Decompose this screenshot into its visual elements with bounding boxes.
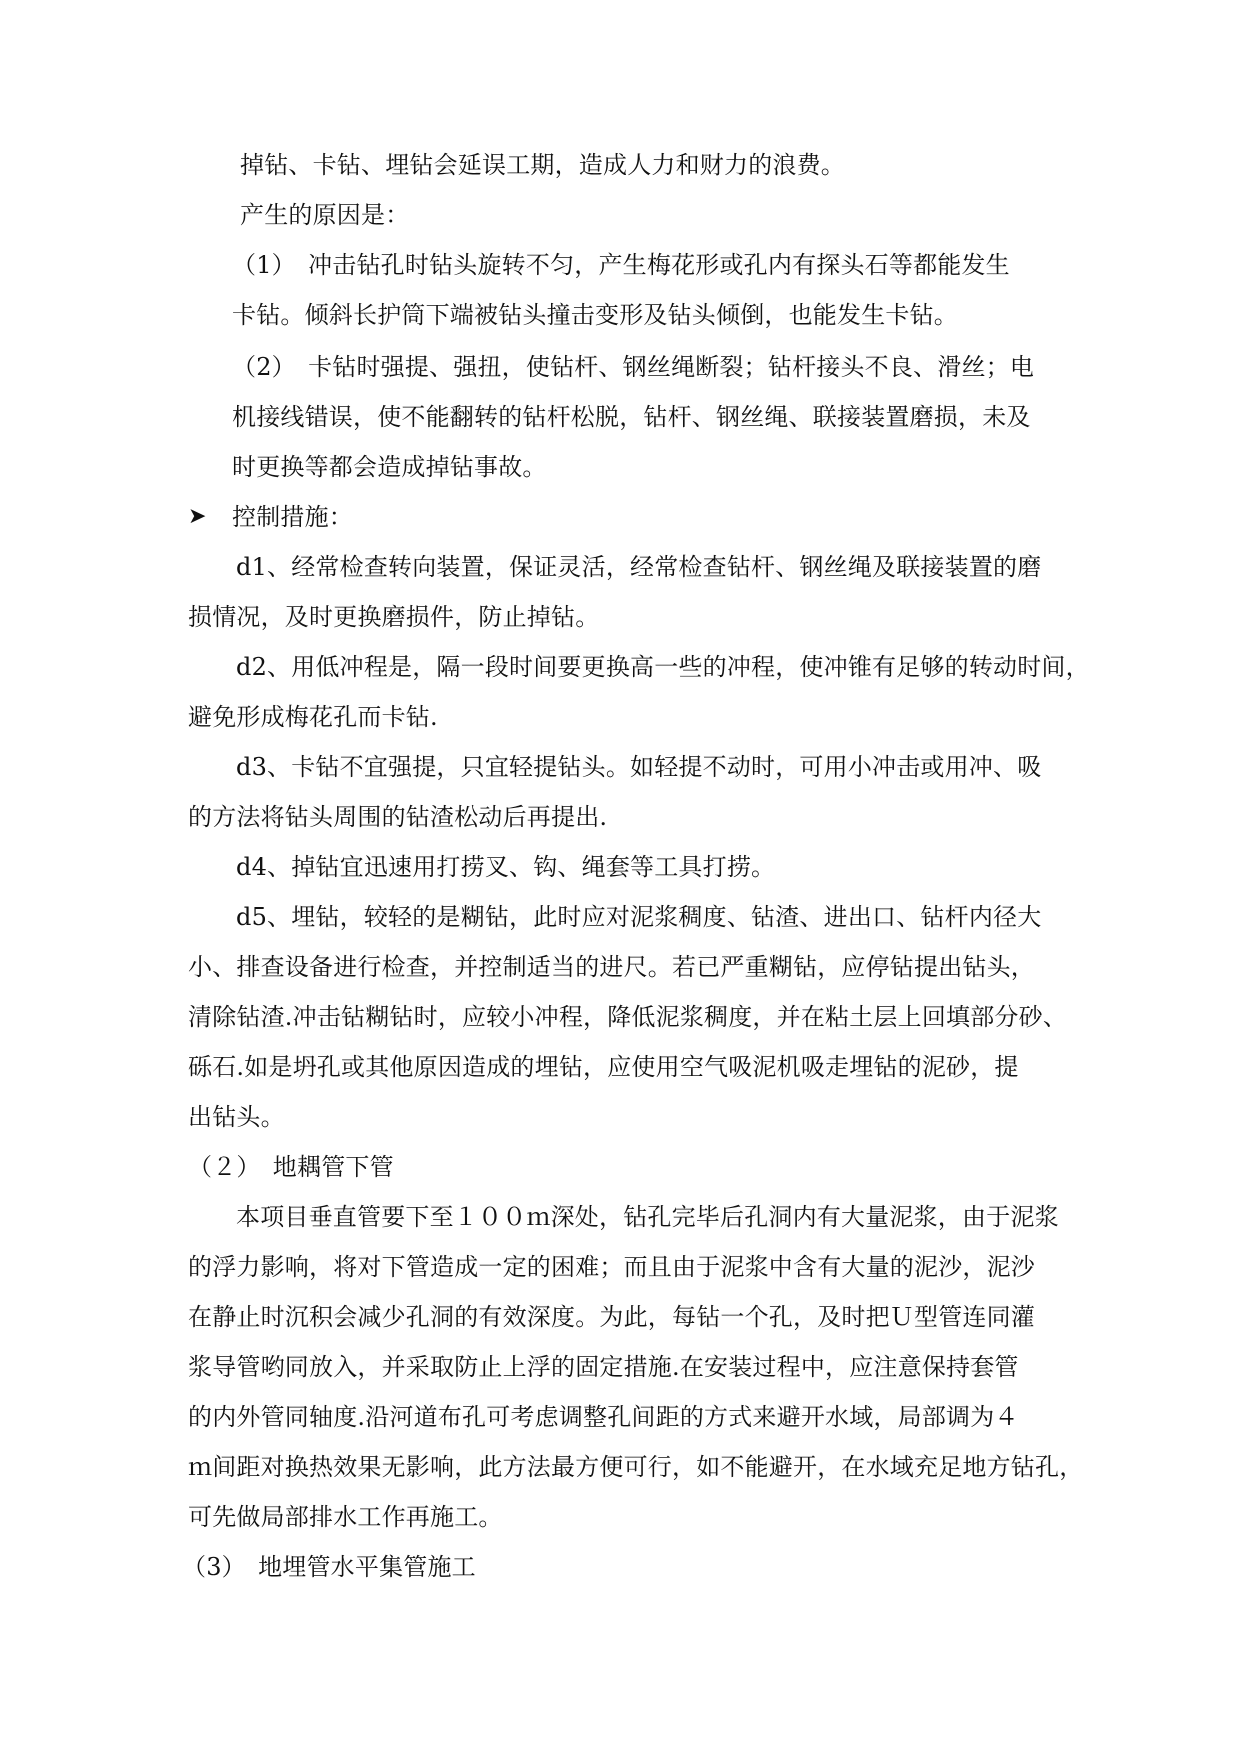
text-line: 时更换等都会造成掉钻事故。 — [232, 453, 547, 481]
text-line: 卡钻。倾斜长护筒下端被钻头撞击变形及钻头倾倒，也能发生卡钻。 — [232, 301, 958, 329]
text-line: 浆导管哟同放入，并采取防止上浮的固定措施.在安装过程中，应注意保持套管 — [188, 1353, 1019, 1381]
text-line: 损情况，及时更换磨损件，防止掉钻。 — [188, 603, 600, 631]
text-line: d5、埋钻，较轻的是糊钻，此时应对泥浆稠度、钻渣、进出口、钻杆内径大 — [236, 903, 1042, 931]
text-line: 的内外管同轴度.沿河道布孔可考虑调整孔间距的方式来避开水域，局部调为４ — [188, 1403, 1019, 1431]
text-line: d1、经常检查转向装置，保证灵活，经常检查钻杆、钢丝绳及联接装置的磨 — [236, 553, 1042, 581]
section-heading: （２） 地耦管下管 — [188, 1153, 394, 1181]
text-line: 小、排查设备进行检查，并控制适当的进尺。若已严重糊钻，应停钻提出钻头， — [188, 953, 1035, 981]
text-line: （1） 冲击钻孔时钻头旋转不匀，产生梅花形或孔内有探头石等都能发生 — [232, 251, 1010, 279]
text-line: d4、掉钻宜迅速用打捞叉、钩、绳套等工具打捞。 — [236, 853, 776, 881]
text-line: 避免形成梅花孔而卡钻. — [188, 703, 438, 731]
text-line: 掉钻、卡钻、埋钻会延误工期，造成人力和财力的浪费。 — [240, 151, 845, 179]
text-line: d3、卡钻不宜强提，只宜轻提钻头。如轻提不动时，可用小冲击或用冲、吸 — [236, 753, 1042, 781]
section-heading: （3） 地埋管水平集管施工 — [182, 1553, 476, 1581]
text-line: 清除钻渣.冲击钻糊钻时，应较小冲程，降低泥浆稠度，并在粘土层上回填部分砂、 — [188, 1003, 1068, 1031]
section-heading: 控制措施： — [232, 503, 353, 531]
text-line: d2、用低冲程是，隔一段时间要更换高一些的冲程，使冲锥有足够的转动时间， — [236, 653, 1090, 681]
text-line: 可先做局部排水工作再施工。 — [188, 1503, 503, 1531]
text-line: 砾石.如是坍孔或其他原因造成的埋钻，应使用空气吸泥机吸走埋钻的泥砂，提 — [188, 1053, 1019, 1081]
text-line: 本项目垂直管要下至１００ｍ深处，钻孔完毕后孔洞内有大量泥浆，由于泥浆 — [236, 1203, 1059, 1231]
text-line: 产生的原因是： — [240, 201, 410, 229]
text-line: （2） 卡钻时强提、强扭，使钻杆、钢丝绳断裂；钻杆接头不良、滑丝；电 — [232, 353, 1035, 381]
text-line: 的方法将钻头周围的钻渣松动后再提出. — [188, 803, 608, 831]
text-line: 的浮力影响，将对下管造成一定的困难；而且由于泥浆中含有大量的泥沙，泥沙 — [188, 1253, 1035, 1281]
text-line: 出钻头。 — [188, 1103, 285, 1131]
text-line: 在静止时沉积会减少孔洞的有效深度。为此，每钻一个孔，及时把Ｕ型管连同灌 — [188, 1303, 1035, 1331]
text-line: 机接线错误，使不能翻转的钻杆松脱，钻杆、钢丝绳、联接装置磨损，未及 — [232, 403, 1031, 431]
arrowhead-bullet-icon: ➤ — [188, 504, 207, 529]
text-line: ｍ间距对换热效果无影响，此方法最方便可行，如不能避开，在水域充足地方钻孔， — [188, 1453, 1084, 1481]
